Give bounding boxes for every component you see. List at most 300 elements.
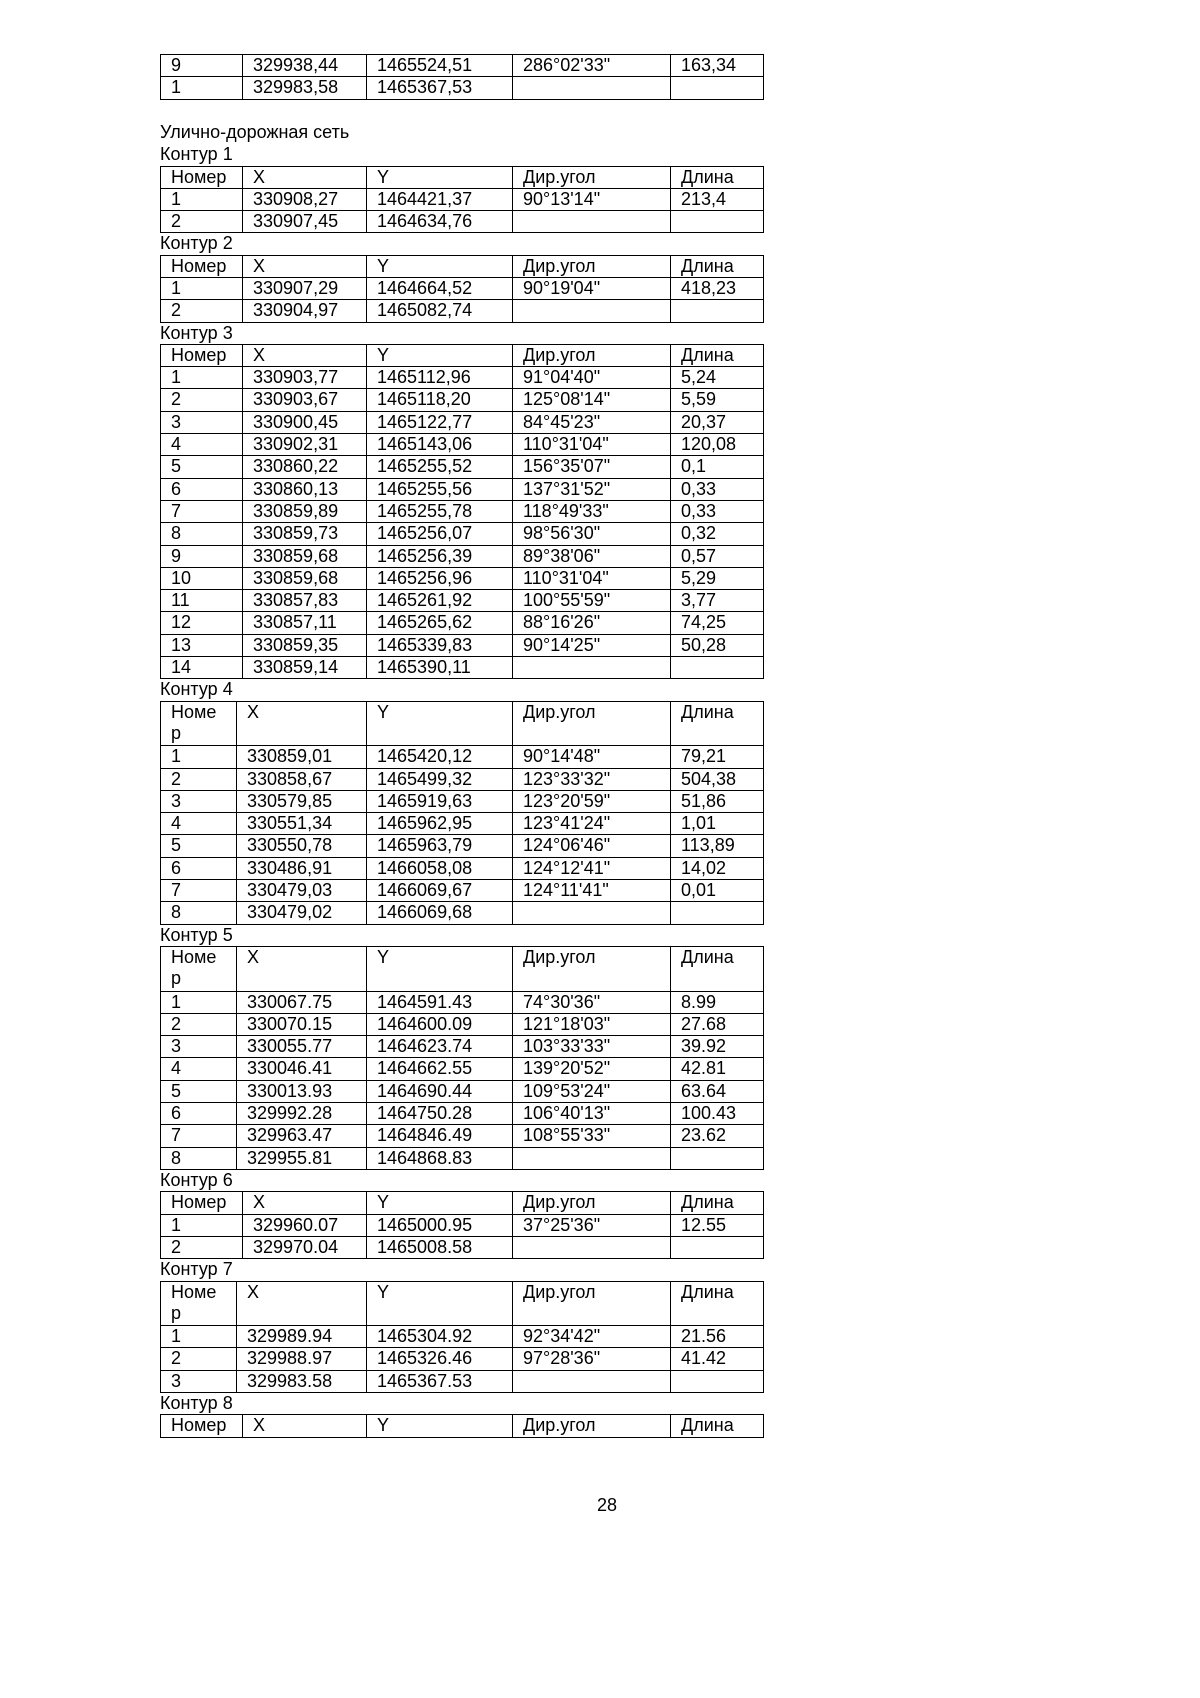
cell-number: 9 (161, 546, 243, 568)
cell-length (671, 1237, 764, 1259)
cell-length: 21.56 (671, 1326, 764, 1348)
cell-bearing: 97°28'36" (513, 1348, 671, 1370)
cell-x: 330550,78 (237, 835, 367, 857)
column-header-bearing: Дир.угол (513, 947, 671, 992)
table-header-row (161, 256, 764, 278)
cell-bearing: 74°30'36" (513, 992, 671, 1014)
cell-number: 7 (161, 501, 243, 523)
table-header-row (161, 1415, 764, 1437)
cell-x: 330859,73 (243, 523, 367, 545)
column-header-y: Y (367, 702, 513, 747)
contour-table (160, 1281, 764, 1393)
cell-length: 23.62 (671, 1125, 764, 1147)
cell-length: 5,29 (671, 568, 764, 590)
table-row (161, 1103, 764, 1125)
cell-number: 2 (161, 300, 243, 322)
cell-y: 1465304.92 (367, 1326, 513, 1348)
cell-y: 1465082,74 (367, 300, 513, 322)
cell-number: 2 (161, 769, 237, 791)
coordinates-table-continued (160, 54, 764, 100)
cell-bearing: 121°18'03" (513, 1014, 671, 1036)
column-header-y: Y (367, 1282, 513, 1327)
cell-y: 1464750.28 (367, 1103, 513, 1125)
table-row (161, 412, 764, 434)
cell-bearing: 137°31'52" (513, 479, 671, 501)
column-header-number: Номер (161, 1415, 243, 1437)
cell-x: 330055.77 (237, 1036, 367, 1058)
cell-number: 4 (161, 1058, 237, 1080)
table-row (161, 769, 764, 791)
contour-label: Контур 4 (160, 679, 233, 700)
cell-length (671, 1148, 764, 1170)
cell-number: 2 (161, 389, 243, 411)
table-row (161, 389, 764, 411)
cell-y: 1464623.74 (367, 1036, 513, 1058)
cell-bearing: 37°25'36" (513, 1215, 671, 1237)
cell-y: 1464664,52 (367, 278, 513, 300)
table-row (161, 189, 764, 211)
cell-number: 6 (161, 479, 243, 501)
column-header-length: Длина (671, 1415, 764, 1437)
cell-length: 113,89 (671, 835, 764, 857)
cell-length: 3,77 (671, 590, 764, 612)
cell-length: 5,59 (671, 389, 764, 411)
column-header-length: Длина (671, 702, 764, 747)
page-number: 28 (596, 1495, 618, 1515)
cell-x: 329963.47 (237, 1125, 367, 1147)
cell-y: 1465255,78 (367, 501, 513, 523)
cell-number: 6 (161, 858, 237, 880)
cell-number: 8 (161, 902, 237, 924)
cell-x: 330860,22 (243, 456, 367, 478)
cell-number: 10 (161, 568, 243, 590)
column-header-x: X (243, 167, 367, 189)
table-row (161, 590, 764, 612)
cell-length (671, 657, 764, 679)
cell-bearing: 123°41'24" (513, 813, 671, 835)
cell-length: 27.68 (671, 1014, 764, 1036)
cell-x: 330859,35 (243, 635, 367, 657)
cell-x: 330903,67 (243, 389, 367, 411)
cell-y: 1465265,62 (367, 612, 513, 634)
table-row (161, 1326, 764, 1348)
cell-bearing (513, 657, 671, 679)
table-row (161, 1348, 764, 1370)
column-header-length: Длина (671, 1192, 764, 1214)
cell-number: 9 (161, 55, 243, 77)
cell-x: 329983.58 (237, 1371, 367, 1393)
cell-length: 74,25 (671, 612, 764, 634)
cell-bearing: 100°55'59" (513, 590, 671, 612)
cell-bearing: 90°14'25" (513, 635, 671, 657)
cell-y: 1464634,76 (367, 211, 513, 233)
cell-number: 3 (161, 1036, 237, 1058)
cell-y: 1464421,37 (367, 189, 513, 211)
table-row (161, 546, 764, 568)
cell-bearing: 92°34'42" (513, 1326, 671, 1348)
cell-y: 1466069,68 (367, 902, 513, 924)
cell-y: 1465367.53 (367, 1371, 513, 1393)
cell-x: 329983,58 (243, 77, 367, 99)
cell-bearing (513, 902, 671, 924)
cell-number: 2 (161, 1348, 237, 1370)
cell-bearing: 91°04'40" (513, 367, 671, 389)
cell-number: 1 (161, 1326, 237, 1348)
column-header-number: Номе р (161, 947, 237, 992)
cell-bearing: 123°20'59" (513, 791, 671, 813)
cell-bearing: 90°14'48" (513, 746, 671, 768)
cell-length: 63.64 (671, 1081, 764, 1103)
cell-number: 4 (161, 434, 243, 456)
cell-y: 1465256,96 (367, 568, 513, 590)
cell-y: 1465256,39 (367, 546, 513, 568)
table-row (161, 1036, 764, 1058)
column-header-x: X (243, 1192, 367, 1214)
cell-x: 329989.94 (237, 1326, 367, 1348)
cell-bearing: 89°38'06" (513, 546, 671, 568)
table-row (161, 858, 764, 880)
contour-table (160, 255, 764, 323)
cell-bearing: 125°08'14" (513, 389, 671, 411)
cell-number: 7 (161, 880, 237, 902)
cell-x: 330857,83 (243, 590, 367, 612)
table-row (161, 746, 764, 768)
table-row (161, 612, 764, 634)
cell-bearing: 103°33'33" (513, 1036, 671, 1058)
cell-bearing: 90°19'04" (513, 278, 671, 300)
cell-number: 2 (161, 1237, 243, 1259)
cell-number: 5 (161, 835, 237, 857)
cell-x: 330858,67 (237, 769, 367, 791)
cell-x: 330903,77 (243, 367, 367, 389)
cell-x: 330486,91 (237, 858, 367, 880)
column-header-x: X (237, 702, 367, 747)
cell-bearing: 106°40'13" (513, 1103, 671, 1125)
cell-bearing: 88°16'26" (513, 612, 671, 634)
cell-bearing: 110°31'04" (513, 568, 671, 590)
section-title: Улично-дорожная сеть (160, 121, 350, 142)
column-header-number: Номер (161, 1192, 243, 1214)
table-row (161, 55, 764, 77)
cell-length: 0,32 (671, 523, 764, 545)
cell-number: 2 (161, 1014, 237, 1036)
column-header-length: Длина (671, 256, 764, 278)
cell-y: 1464591.43 (367, 992, 513, 1014)
table-header-row (161, 345, 764, 367)
column-header-length: Длина (671, 167, 764, 189)
table-row (161, 1215, 764, 1237)
cell-length: 1,01 (671, 813, 764, 835)
cell-x: 330859,01 (237, 746, 367, 768)
cell-x: 330859,89 (243, 501, 367, 523)
table-row (161, 479, 764, 501)
cell-y: 1465112,96 (367, 367, 513, 389)
cell-bearing (513, 211, 671, 233)
cell-number: 1 (161, 992, 237, 1014)
cell-bearing (513, 77, 671, 99)
cell-x: 330070.15 (237, 1014, 367, 1036)
column-header-number: Номе р (161, 1282, 237, 1327)
cell-length: 50,28 (671, 635, 764, 657)
contour-label: Контур 1 (160, 144, 233, 165)
cell-y: 1464846.49 (367, 1125, 513, 1147)
cell-number: 6 (161, 1103, 237, 1125)
table-row (161, 434, 764, 456)
cell-number: 8 (161, 1148, 237, 1170)
cell-length: 42.81 (671, 1058, 764, 1080)
cell-bearing: 118°49'33" (513, 501, 671, 523)
table-row (161, 1081, 764, 1103)
cell-number: 5 (161, 1081, 237, 1103)
cell-length: 79,21 (671, 746, 764, 768)
column-header-bearing: Дир.угол (513, 1282, 671, 1327)
contour-table (160, 946, 764, 1170)
cell-number: 3 (161, 412, 243, 434)
table-row (161, 501, 764, 523)
cell-number: 12 (161, 612, 243, 634)
table-row (161, 211, 764, 233)
cell-y: 1465000.95 (367, 1215, 513, 1237)
column-header-bearing: Дир.угол (513, 167, 671, 189)
cell-bearing: 90°13'14" (513, 189, 671, 211)
cell-x: 329970.04 (243, 1237, 367, 1259)
cell-number: 14 (161, 657, 243, 679)
cell-length: 418,23 (671, 278, 764, 300)
column-header-y: Y (367, 256, 513, 278)
cell-x: 330046.41 (237, 1058, 367, 1080)
cell-length: 0,57 (671, 546, 764, 568)
cell-bearing: 124°11'41" (513, 880, 671, 902)
column-header-number: Номер (161, 256, 243, 278)
cell-bearing: 108°55'33" (513, 1125, 671, 1147)
cell-length: 504,38 (671, 769, 764, 791)
column-header-y: Y (367, 1192, 513, 1214)
cell-number: 1 (161, 367, 243, 389)
cell-y: 1465963,79 (367, 835, 513, 857)
table-row (161, 835, 764, 857)
cell-number: 3 (161, 1371, 237, 1393)
contour-table (160, 1191, 764, 1259)
cell-x: 329938,44 (243, 55, 367, 77)
cell-number: 11 (161, 590, 243, 612)
cell-length: 51,86 (671, 791, 764, 813)
cell-bearing: 124°12'41" (513, 858, 671, 880)
cell-x: 330859,68 (243, 568, 367, 590)
cell-y: 1465122,77 (367, 412, 513, 434)
column-header-bearing: Дир.угол (513, 702, 671, 747)
cell-length: 39.92 (671, 1036, 764, 1058)
contour-table (160, 701, 764, 925)
contour-label: Контур 2 (160, 233, 233, 254)
column-header-x: X (243, 345, 367, 367)
cell-y: 1465143,06 (367, 434, 513, 456)
cell-number: 1 (161, 1215, 243, 1237)
cell-y: 1465962,95 (367, 813, 513, 835)
cell-x: 330013.93 (237, 1081, 367, 1103)
table-header-row (161, 947, 764, 992)
cell-x: 330579,85 (237, 791, 367, 813)
cell-bearing: 110°31'04" (513, 434, 671, 456)
cell-y: 1464868.83 (367, 1148, 513, 1170)
table-row (161, 1125, 764, 1147)
table-header-row (161, 1282, 764, 1327)
contour-table (160, 1414, 764, 1437)
table-header-row (161, 1192, 764, 1214)
cell-x: 330908,27 (243, 189, 367, 211)
table-header-row (161, 702, 764, 747)
column-header-x: X (243, 1415, 367, 1437)
table-row (161, 568, 764, 590)
cell-number: 5 (161, 456, 243, 478)
cell-x: 329955.81 (237, 1148, 367, 1170)
cell-y: 1465390,11 (367, 657, 513, 679)
column-header-number: Номер (161, 345, 243, 367)
table-row (161, 300, 764, 322)
cell-x: 329988.97 (237, 1348, 367, 1370)
cell-y: 1465420,12 (367, 746, 513, 768)
cell-y: 1464662.55 (367, 1058, 513, 1080)
cell-number: 4 (161, 813, 237, 835)
table-row (161, 1014, 764, 1036)
column-header-x: X (237, 1282, 367, 1327)
column-header-length: Длина (671, 1282, 764, 1327)
cell-y: 1465261,92 (367, 590, 513, 612)
cell-y: 1465255,56 (367, 479, 513, 501)
cell-length: 0,33 (671, 501, 764, 523)
cell-length: 14,02 (671, 858, 764, 880)
cell-length: 213,4 (671, 189, 764, 211)
cell-bearing: 84°45'23" (513, 412, 671, 434)
cell-bearing: 156°35'07" (513, 456, 671, 478)
cell-x: 330551,34 (237, 813, 367, 835)
cell-length: 0,01 (671, 880, 764, 902)
column-header-length: Длина (671, 345, 764, 367)
cell-number: 8 (161, 523, 243, 545)
cell-y: 1466058,08 (367, 858, 513, 880)
column-header-y: Y (367, 947, 513, 992)
cell-length (671, 1371, 764, 1393)
contour-table (160, 344, 764, 679)
cell-y: 1465256,07 (367, 523, 513, 545)
table-row (161, 278, 764, 300)
contour-label: Контур 3 (160, 322, 233, 343)
cell-x: 330067.75 (237, 992, 367, 1014)
column-header-bearing: Дир.угол (513, 1415, 671, 1437)
cell-x: 330479,02 (237, 902, 367, 924)
cell-x: 330902,31 (243, 434, 367, 456)
cell-x: 330859,68 (243, 546, 367, 568)
cell-y: 1465367,53 (367, 77, 513, 99)
table-row (161, 456, 764, 478)
cell-number: 1 (161, 77, 243, 99)
cell-y: 1466069,67 (367, 880, 513, 902)
contour-table (160, 166, 764, 234)
cell-y: 1464600.09 (367, 1014, 513, 1036)
column-header-y: Y (367, 1415, 513, 1437)
cell-bearing: 286°02'33" (513, 55, 671, 77)
cell-length: 100.43 (671, 1103, 764, 1125)
cell-bearing: 109°53'24" (513, 1081, 671, 1103)
cell-bearing: 139°20'52" (513, 1058, 671, 1080)
cell-x: 330907,29 (243, 278, 367, 300)
cell-y: 1465008.58 (367, 1237, 513, 1259)
table-row (161, 902, 764, 924)
cell-bearing (513, 300, 671, 322)
column-header-y: Y (367, 167, 513, 189)
cell-x: 330900,45 (243, 412, 367, 434)
cell-number: 2 (161, 211, 243, 233)
cell-x: 330904,97 (243, 300, 367, 322)
contour-label: Контур 8 (160, 1393, 233, 1413)
table-row (161, 1148, 764, 1170)
cell-bearing (513, 1237, 671, 1259)
table-row (161, 367, 764, 389)
cell-length (671, 77, 764, 99)
cell-bearing: 124°06'46" (513, 835, 671, 857)
cell-x: 329992.28 (237, 1103, 367, 1125)
cell-number: 1 (161, 278, 243, 300)
cell-length: 8.99 (671, 992, 764, 1014)
cell-x: 329960.07 (243, 1215, 367, 1237)
table-row (161, 992, 764, 1014)
cell-y: 1464690.44 (367, 1081, 513, 1103)
table-row (161, 880, 764, 902)
cell-number: 1 (161, 189, 243, 211)
cell-length: 20,37 (671, 412, 764, 434)
cell-length: 163,34 (671, 55, 764, 77)
cell-y: 1465255,52 (367, 456, 513, 478)
table-row (161, 791, 764, 813)
cell-bearing: 123°33'32" (513, 769, 671, 791)
contour-label: Контур 6 (160, 1170, 233, 1190)
cell-bearing (513, 1148, 671, 1170)
column-header-x: X (243, 256, 367, 278)
table-row (161, 657, 764, 679)
cell-length (671, 902, 764, 924)
cell-number: 13 (161, 635, 243, 657)
cell-y: 1465499,32 (367, 769, 513, 791)
cell-x: 330479,03 (237, 880, 367, 902)
contour-label: Контур 7 (160, 1259, 233, 1280)
table-row (161, 813, 764, 835)
cell-y: 1465326.46 (367, 1348, 513, 1370)
table-row (161, 77, 764, 99)
cell-y: 1465919,63 (367, 791, 513, 813)
column-header-length: Длина (671, 947, 764, 992)
cell-y: 1465118,20 (367, 389, 513, 411)
cell-number: 3 (161, 791, 237, 813)
cell-length: 0,1 (671, 456, 764, 478)
cell-length: 120,08 (671, 434, 764, 456)
cell-number: 7 (161, 1125, 237, 1147)
cell-x: 330860,13 (243, 479, 367, 501)
cell-length: 12.55 (671, 1215, 764, 1237)
cell-y: 1465339,83 (367, 635, 513, 657)
table-header-row (161, 167, 764, 189)
column-header-bearing: Дир.угол (513, 345, 671, 367)
table-row (161, 1237, 764, 1259)
cell-x: 330907,45 (243, 211, 367, 233)
cell-length: 5,24 (671, 367, 764, 389)
column-header-bearing: Дир.угол (513, 256, 671, 278)
cell-number: 1 (161, 746, 237, 768)
table-row (161, 1371, 764, 1393)
table-row (161, 635, 764, 657)
column-header-number: Номер (161, 167, 243, 189)
column-header-number: Номе р (161, 702, 237, 747)
column-header-y: Y (367, 345, 513, 367)
table-row (161, 1058, 764, 1080)
